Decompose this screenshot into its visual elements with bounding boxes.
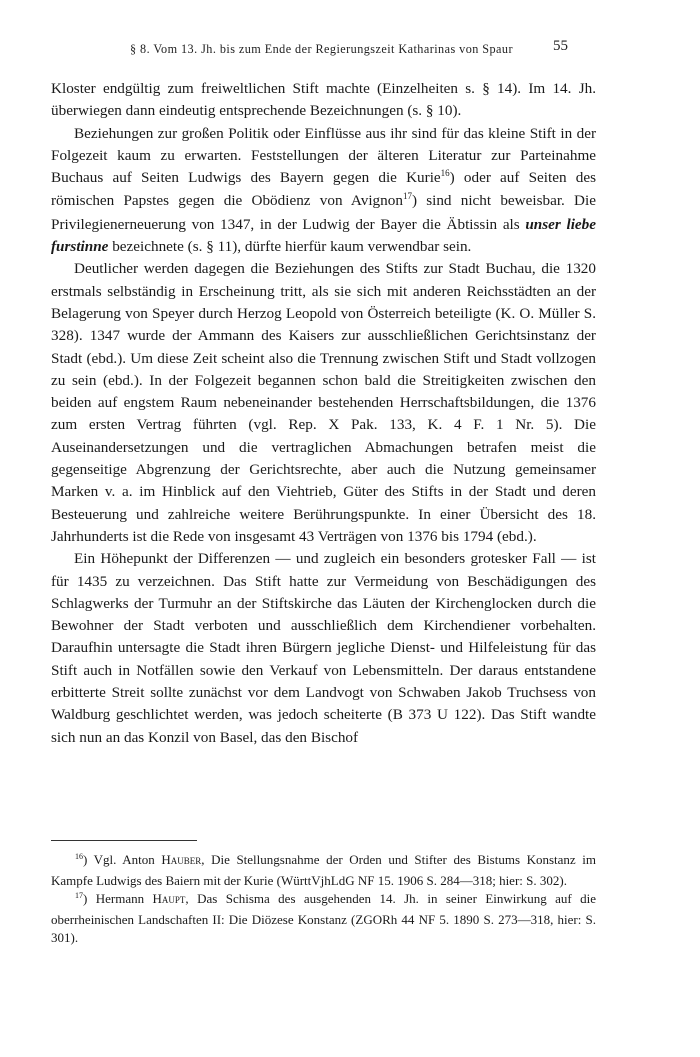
paragraph-2 [51,123,596,259]
footnote-mark: 16 [75,852,83,861]
paragraph-2-part-a: Beziehungen zur großen Politik oder Einflüsse aus ihr sind für das kleine Stift in der Folgezeit kaum zu erwarten. Feststellungen der älteren Literatur zur Parteinahme Buchaus auf Seiten Ludwigs des Bayern gegen die Kurie [51,124,596,187]
footnote-divider [51,840,197,841]
paragraph-2-part-b: ) oder auf Seiten des römischen Papstes gegen die Obödienz von Avignon [51,169,596,210]
main-text [51,78,596,749]
page-number: 55 [553,38,568,54]
paragraph-2-part-d: bezeichnete (s. § 11), dürfte hierfür kaum verwendbar sein. [108,238,472,256]
footnote-17 [51,890,596,948]
footnote-text: ) Hermann [83,891,153,907]
footnotes [51,851,596,948]
quoted-title-emphasis: unser liebe furstinne [51,215,596,256]
paragraph-2-part-c: ) sind nicht beweisbar. Die Privilegienerneuerung von 1347, in der Ludwig der Bayer die Äbtissin als [51,192,596,233]
footnote-ref-17[interactable]: 17 [402,191,412,202]
footnote-text: , Das Schisma des ausgehenden 14. Jh. in seiner Einwirkung auf die oberrheinischen Landschaften II: Die Diözese Konstanz (ZGORh 44 NF 5. 1890 S. 273—318, hier: S. 301). [51,891,597,946]
running-header: § 8. Vom 13. Jh. bis zum Ende der Regierungszeit Katharinas von Spaur [130,42,513,56]
footnote-author: Hauber [161,852,202,867]
footnote-ref-16[interactable]: 16 [440,168,450,179]
footnote-author: Haupt [152,891,186,907]
paragraph-3: Deutlicher werden dagegen die Beziehungen des Stifts zur Stadt Buchau, die 1320 erstmals selbständig in Erscheinung tritt, als sie sich mit anderen Reichsstädten an der Belagerung von Speyer durch Herzog Leopold von Österreich beteiligte (K. O. Müller S. 328). 1347 wurde der Ammann des Kaisers zur ausschließlichen Gerichtsinstanz der Stadt (ebd.). Um diese Zeit scheint also die Trennung zwischen Stift und Stadt vollzogen zu sein (ebd.). In der Folgezeit begannen schon bald die Streitigkeiten zwischen den beiden auf engstem Raum nebeneinander bestehenden Herrschaftsbildungen, die 1376 zum ersten Vertrag führten (vgl. Rep. X Pak. 133, K. 4 F. 1 Nr. 5). Die Auseinandersetzungen und die vertraglichen Abmachungen betrafen meist die gegenseitige Abgrenzung der Gerichtsrechte, aber auch die Nutzung gemeinsamer Marken v. a. im Hinblick auf den Viehtrieb, Güter des Stifts in der Stadt und deren Besteuerung und zahlreiche weitere Berührungspunkte. In einer Übersicht des 18. Jahrhunderts ist die Rede von insgesamt 43 Verträgen von 1376 bis 1794 (ebd.). [51,260,596,545]
paragraph-4: Ein Höhepunkt der Differenzen — und zugleich ein besonders grotesker Fall — ist für 1435 zu verzeichnen. Das Stift hatte zur Vermeidung von Beschädigungen des Schlagwerks der Turmuhr an der Stiftskirche das Läuten der Kirchenglocken durch die Bewohner der Stadt verboten und ausschließlich dem Kirchendiener vorbehalten. Daraufhin untersagte die Stadt ihren Bürgern jegliche Dienst- und Hilfeleistung für das Stift auch in Notfällen sowie den Verkauf von Lebensmitteln. Der daraus entstandene erbitterte Streit sollte zunächst vor dem Landvogt von Schwaben Jakob Truchsess von Waldburg geschlichtet werden, was jedoch scheiterte (B 373 U 122). Das Stift wandte sich nun an das Konzil von Basel, das den Bischof [51,550,596,746]
footnote-16 [51,851,596,890]
footnote-mark: 17 [75,891,83,901]
footnote-text: ) Vgl. Anton [83,852,162,867]
footnote-text: , Die Stellungsnahme der Orden und Stifter des Bistums Konstanz im Kampfe Ludwigs des Baiern mit der Kurie (WürttVjhLdG NF 15. 1906 S. 284—318; hier: S. 302). [51,852,596,888]
paragraph-1: Kloster endgültig zum freiweltlichen Stift machte (Einzelheiten s. § 14). Im 14. Jh. überwiegen dann eindeutig entsprechende Bezeichnungen (s. § 10). [51,80,596,120]
